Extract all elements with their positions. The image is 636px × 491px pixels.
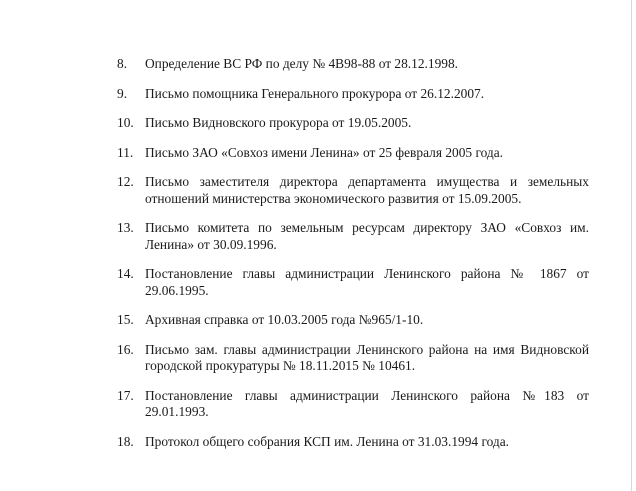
item-number: 9. <box>117 85 128 101</box>
item-line: Протокол общего собрания КСП им. Ленина от 31.03.1994 года. <box>145 433 510 449</box>
item-line: Ленина» от 30.09.1996. <box>145 236 277 252</box>
list-item <box>117 174 589 207</box>
item-line: Письмо заместителя директора департамента имущества и земельных <box>145 174 589 189</box>
list-item <box>117 388 589 421</box>
item-line: городской прокуратуры № 18.11.2015 № 10461. <box>145 358 416 373</box>
page-edge <box>631 0 632 491</box>
item-text <box>145 434 589 451</box>
list-item <box>117 342 589 375</box>
item-text <box>145 86 589 103</box>
item-line: 29.01.1993. <box>145 404 209 419</box>
item-line: Письмо зам. главы администрации Ленинского района на имя Видновской <box>145 341 589 357</box>
list-item <box>117 312 589 329</box>
item-text <box>145 145 589 162</box>
list-item <box>117 145 589 162</box>
item-number: 16. <box>117 341 134 357</box>
list-item <box>117 220 589 253</box>
item-number: 18. <box>117 433 134 449</box>
item-text <box>145 312 589 329</box>
item-number: 12. <box>117 174 134 189</box>
item-text <box>145 115 589 132</box>
list-item <box>117 434 589 451</box>
item-line: Постановление главы администрации Ленинского района № 1867 от <box>145 266 589 281</box>
item-line: Письмо комитета по земельным ресурсам директору ЗАО «Совхоз им. <box>145 220 589 235</box>
item-text <box>145 342 589 375</box>
item-text <box>145 220 589 253</box>
item-number: 13. <box>117 220 134 235</box>
item-number: 14. <box>117 266 134 281</box>
list-item <box>117 56 589 73</box>
item-number: 10. <box>117 115 134 130</box>
item-text <box>145 56 589 73</box>
item-line: Определение ВС РФ по делу № 4В98-88 от 28.12.1998. <box>145 56 459 71</box>
item-line: Постановление главы администрации Ленинского района №183 от <box>145 387 589 403</box>
list-item <box>117 115 589 132</box>
item-text <box>145 388 589 421</box>
item-number: 8. <box>117 56 128 71</box>
item-line: Архивная справка от 10.03.2005 года №965/1-10. <box>145 312 424 327</box>
item-text <box>145 266 589 299</box>
list-item <box>117 86 589 103</box>
item-line: Письмо ЗАО «Совхоз имени Ленина» от 25 февраля 2005 года. <box>145 144 504 160</box>
reference-list <box>117 56 589 463</box>
item-number: 15. <box>117 312 134 327</box>
item-number: 11. <box>117 144 134 160</box>
item-line: 29.06.1995. <box>145 282 209 298</box>
item-line: Письмо помощника Генерального прокурора от 26.12.2007. <box>145 85 485 101</box>
item-line: Письмо Видновского прокурора от 19.05.2005. <box>145 115 412 130</box>
item-number: 17. <box>117 387 134 403</box>
item-text <box>145 174 589 207</box>
item-line: отношений министерства экономического развития от 15.09.2005. <box>145 190 522 206</box>
list-item <box>117 266 589 299</box>
